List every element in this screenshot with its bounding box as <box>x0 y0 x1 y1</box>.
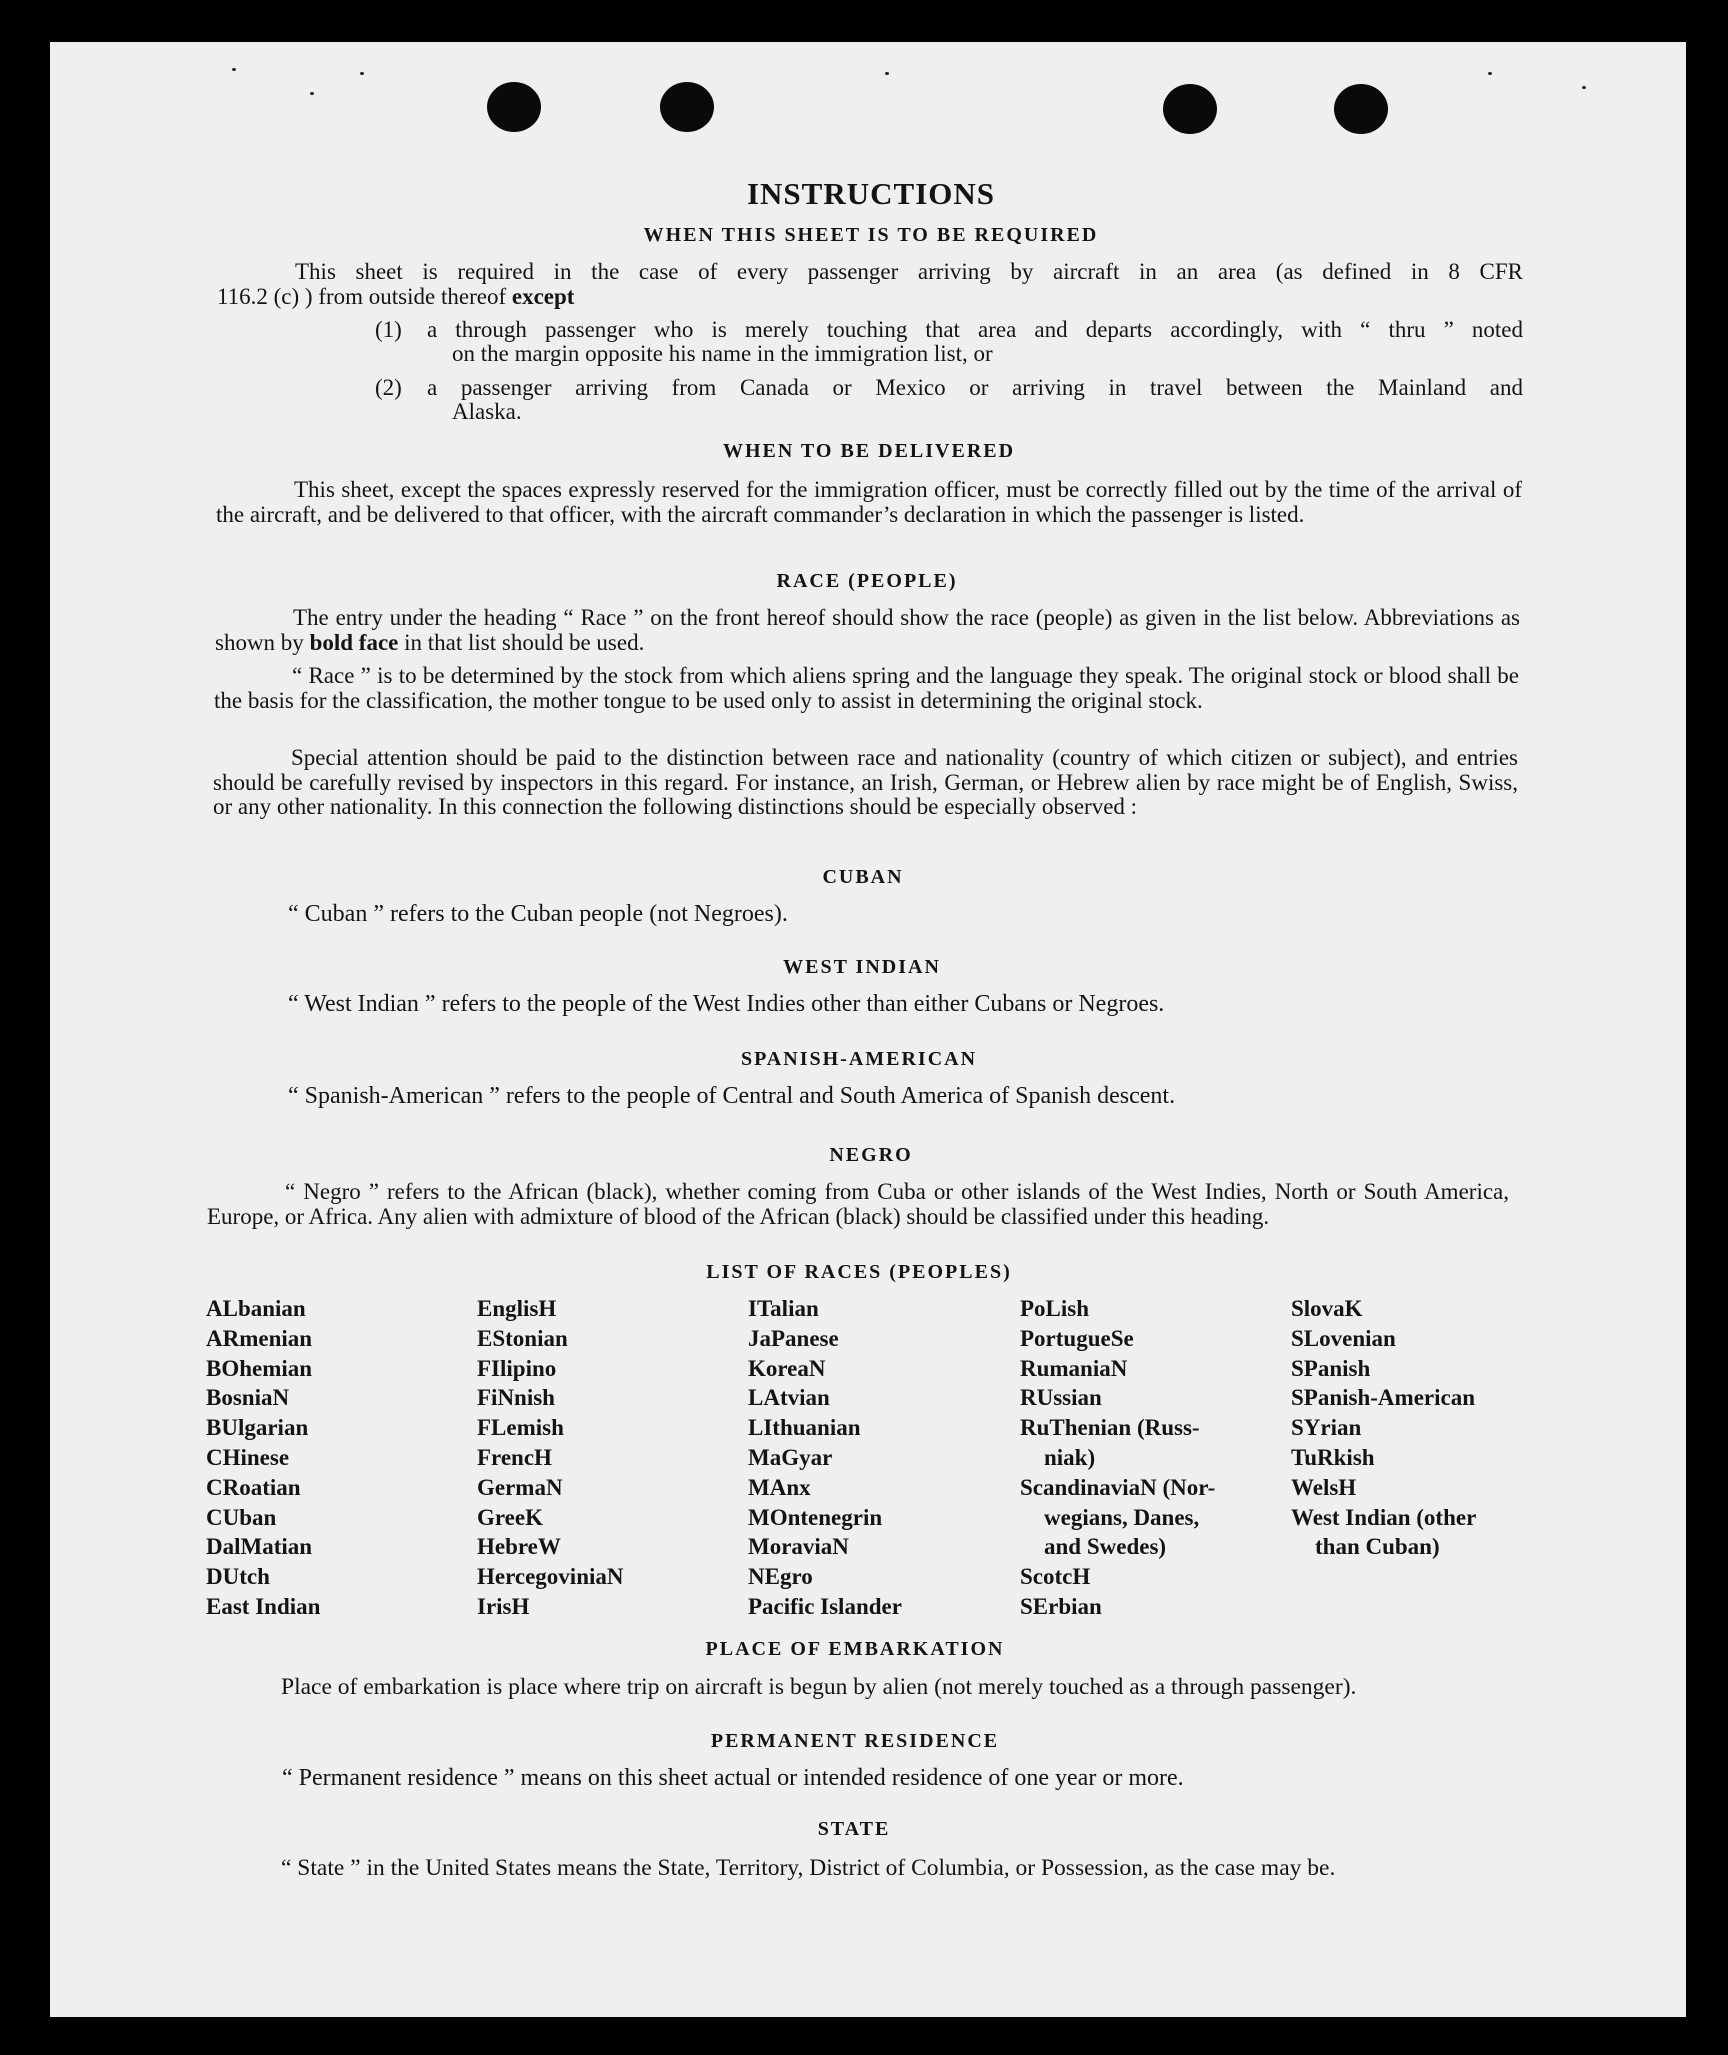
race-entry: ScotcH <box>1020 1564 1091 1590</box>
race-entry: BOhemian <box>206 1355 313 1381</box>
embarkation-text: Place of embarkation is place where trip on aircraft is begun by alien (not merely touched as a through passenger). <box>281 1674 1357 1700</box>
race-entry: CHinese <box>206 1444 290 1470</box>
section-heading-spanish-american: SPANISH-AMERICAN <box>740 1048 978 1070</box>
race-entry: WelsH <box>1291 1474 1357 1500</box>
race-entry: HercegoviniaN <box>477 1564 624 1590</box>
race-entry: niak) <box>1044 1444 1096 1470</box>
race-entry: CUban <box>206 1504 277 1530</box>
race-entry: MAnx <box>748 1474 811 1500</box>
residence-text: “ Permanent residence ” means on this sheet actual or intended residence of one year or more. <box>282 1765 1184 1791</box>
item-number: (2) <box>375 375 402 400</box>
exception-item-2 <box>375 376 1523 426</box>
race-entry: ALbanian <box>206 1296 306 1321</box>
race-entry: ITalian <box>748 1296 819 1321</box>
intro-except: except <box>511 283 575 309</box>
race-entry: LAtvian <box>748 1385 830 1411</box>
race-entry: East Indian <box>206 1593 321 1619</box>
race-entry: TuRkish <box>1291 1444 1375 1470</box>
race-entry: EStonian <box>477 1325 568 1351</box>
race-entry: RuThenian (Russ- <box>1020 1415 1200 1441</box>
race-entry: MOntenegrin <box>748 1504 883 1530</box>
race-entry: GermaN <box>477 1474 563 1500</box>
intro-line-2: 116.2 (c) ) from outside thereof <box>217 283 507 309</box>
race-entry: PoLish <box>1020 1296 1090 1321</box>
races-column-4 <box>1020 1294 1215 1622</box>
race-entry: MaGyar <box>748 1444 833 1470</box>
section-heading-cuban: CUBAN <box>822 866 904 888</box>
race-entry: wegians, Danes, <box>1044 1504 1200 1530</box>
race-entry: JaPanese <box>748 1325 839 1351</box>
race-entry: RumaniaN <box>1020 1355 1128 1381</box>
races-column-3 <box>748 1294 902 1622</box>
when-delivered-text: This sheet, except the spaces expressly reserved for the immigration officer, must be correctly filled out by the time of the arrival of the aircraft, and be delivered to that officer, with the aircraft commander’s declaration in which the passenger is listed. <box>216 477 1522 527</box>
cuban-text: “ Cuban ” refers to the Cuban people (not Negroes). <box>288 901 788 927</box>
section-heading-west-indian: WEST INDIAN <box>783 956 941 978</box>
race-entry: DUtch <box>206 1564 270 1590</box>
race-paragraph-2: “ Race ” is to be determined by the stock from which aliens spring and the language they speak. The original stock or blood shall be the basis for the classification, the mother tongue to be used only to assist in determining the original stock. <box>214 663 1519 713</box>
race-entry: FLemish <box>477 1415 564 1441</box>
section-heading-state: STATE <box>817 1818 891 1840</box>
race-entry: HebreW <box>477 1534 561 1560</box>
section-heading-embarkation: PLACE OF EMBARKATION <box>705 1638 1005 1660</box>
race-entry: BosniaN <box>206 1385 290 1411</box>
exception-item-1 <box>375 318 1523 368</box>
race-entry: West Indian (other <box>1291 1504 1477 1530</box>
race-entry: ScandinaviaN (Nor- <box>1020 1474 1216 1500</box>
race-entry: BUlgarian <box>206 1415 309 1441</box>
race-entry: Pacific Islander <box>748 1593 902 1619</box>
race-entry: NEgro <box>748 1564 813 1590</box>
race-paragraph-1: The entry under the heading “ Race ” on the front hereof should show the race (people) as given in the list below. Abbreviations as shown by bold face in that list should be used. <box>215 605 1520 655</box>
race-entry: SYrian <box>1291 1415 1362 1441</box>
race-entry: IrisH <box>477 1593 530 1619</box>
item-line: Alaska. <box>452 399 522 424</box>
race-entry: RUssian <box>1020 1385 1102 1411</box>
race-entry: CRoatian <box>206 1474 301 1500</box>
races-column-5 <box>1291 1294 1476 1562</box>
section-heading-list-of-races: LIST OF RACES (PEOPLES) <box>706 1261 1012 1283</box>
section-heading-residence: PERMANENT RESIDENCE <box>710 1730 1000 1752</box>
race-entry: LIthuanian <box>748 1415 861 1441</box>
page-title: INSTRUCTIONS <box>746 176 995 211</box>
race-entry: FIlipino <box>477 1355 557 1381</box>
item-number: (1) <box>375 317 402 342</box>
race-entry: FiNnish <box>477 1385 555 1411</box>
when-required-intro <box>217 260 1523 309</box>
section-heading-negro: NEGRO <box>829 1144 913 1166</box>
section-heading-when-required: WHEN THIS SHEET IS TO BE REQUIRED <box>643 224 1099 246</box>
race-entry: SlovaK <box>1291 1296 1363 1321</box>
race-entry: than Cuban) <box>1315 1534 1440 1560</box>
race-entry: MoraviaN <box>748 1534 849 1560</box>
race-entry: SPanish <box>1291 1355 1371 1381</box>
race-entry: SErbian <box>1020 1593 1102 1619</box>
item-line: a through passenger who is merely touching that area and departs accordingly, with “ thru ” noted <box>427 317 1523 342</box>
race-entry: and Swedes) <box>1044 1534 1167 1560</box>
negro-text: “ Negro ” refers to the African (black), whether coming from Cuba or other islands of the West Indies, North or South America, Europe, or Africa. Any alien with admixture of blood of the African (black) should be classified under this heading. <box>207 1179 1509 1229</box>
section-heading-race: RACE (PEOPLE) <box>776 570 958 592</box>
race-entry: EnglisH <box>477 1296 557 1321</box>
race-entry: PortugueSe <box>1020 1325 1134 1351</box>
race-entry: SLovenian <box>1291 1325 1396 1351</box>
spanish-american-text: “ Spanish-American ” refers to the people of Central and South America of Spanish descent. <box>288 1083 1176 1109</box>
west-indian-text: “ West Indian ” refers to the people of the West Indies other than either Cubans or Negroes. <box>288 991 1165 1017</box>
state-text: “ State ” in the United States means the State, Territory, District of Columbia, or Possession, as the case may be. <box>281 1855 1336 1881</box>
race-entry: FrencH <box>477 1444 552 1470</box>
race-entry: DalMatian <box>206 1534 313 1560</box>
race-entry: SPanish-American <box>1291 1385 1475 1411</box>
race-entry: ARmenian <box>206 1325 313 1351</box>
race-paragraph-3: Special attention should be paid to the distinction between race and nationality (country of which citizen or subject), and entries should be carefully revised by inspectors in this regard. For instance, an Irish, German, or Hebrew alien by race might be of English, Swiss, or any other nationality. In this connection the following distinctions should be especially observed : <box>213 745 1518 819</box>
section-heading-when-delivered: WHEN TO BE DELIVERED <box>722 440 1016 462</box>
intro-line-1: This sheet is required in the case of every passenger arriving by aircraft in an area (as defined in 8 CFR <box>295 259 1523 284</box>
races-column-2 <box>477 1294 624 1622</box>
races-column-1 <box>206 1294 320 1622</box>
race-entry: KoreaN <box>748 1355 826 1381</box>
item-line: a passenger arriving from Canada or Mexico or arriving in travel between the Mainland and <box>427 375 1523 400</box>
race-entry: GreeK <box>477 1504 543 1530</box>
item-line: on the margin opposite his name in the immigration list, or <box>452 341 993 366</box>
